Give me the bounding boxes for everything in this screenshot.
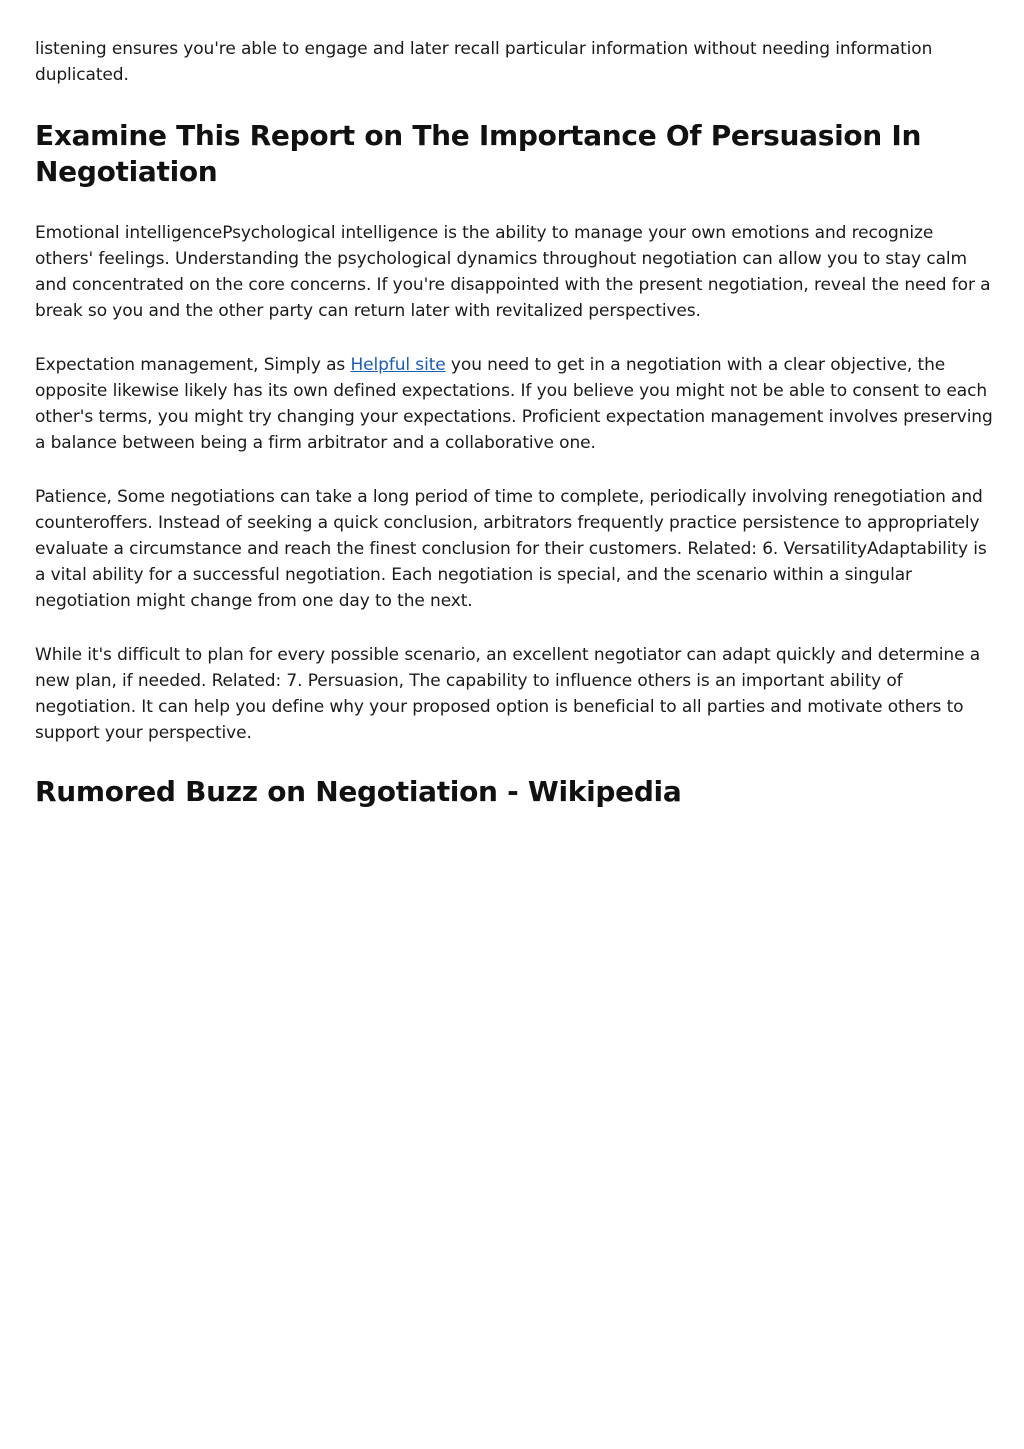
paragraph-text-after-link: you need to get in a negotiation with a clear objective, the opposite likewise likely has its own defined expectations. If you believe you might not be able to consent to each other's terms, you might try changing your expectations. Proficient expectation management involves preserving a balance between being a firm arbitrator and a collaborative one. <box>35 355 993 453</box>
paragraph-text-before-link: Expectation management, Simply as <box>35 355 351 375</box>
paragraph-patience: Patience, Some negotiations can take a long period of time to complete, periodically involving renegotiation and counteroffers. Instead of seeking a quick conclusion, arbitrators frequently practice persistence to appropriately evaluate a circumstance and reach the finest conclusion for their customers. Related: 6. VersatilityAdaptability is a vital ability for a successful negotiation. Each negotiation is special, and the scenario within a singular negotiation might change from one day to the next. <box>35 487 987 611</box>
intro-paragraph: listening ensures you're able to engage and later recall particular information without needing information duplicated. <box>35 39 933 85</box>
helpful-site-link[interactable]: Helpful site <box>350 355 446 375</box>
paragraph-expectation-management <box>35 352 995 456</box>
paragraph-adaptability: While it's difficult to plan for every possible scenario, an excellent negotiator can adapt quickly and determine a new plan, if needed. Related: 7. Persuasion, The capability to influence others is an important ability of negotiation. It can help you define why your proposed option is beneficial to all parties and motivate others to support your perspective. <box>35 645 981 743</box>
paragraph-emotional-intelligence: Emotional intelligencePsychological intelligence is the ability to manage your own emotions and recognize others' feelings. Understanding the psychological dynamics throughout negotiation can allow you to stay calm and concentrated on the core concerns. If you're disappointed with the present negotiation, reveal the need for a break so you and the other party can return later with revitalized perspectives. <box>35 223 991 321</box>
section-heading-rumored-buzz: Rumored Buzz on Negotiation - Wikipedia <box>35 775 682 808</box>
section-heading-persuasion: Examine This Report on The Importance Of Persuasion In Negotiation <box>35 119 922 188</box>
document-body <box>35 36 995 810</box>
